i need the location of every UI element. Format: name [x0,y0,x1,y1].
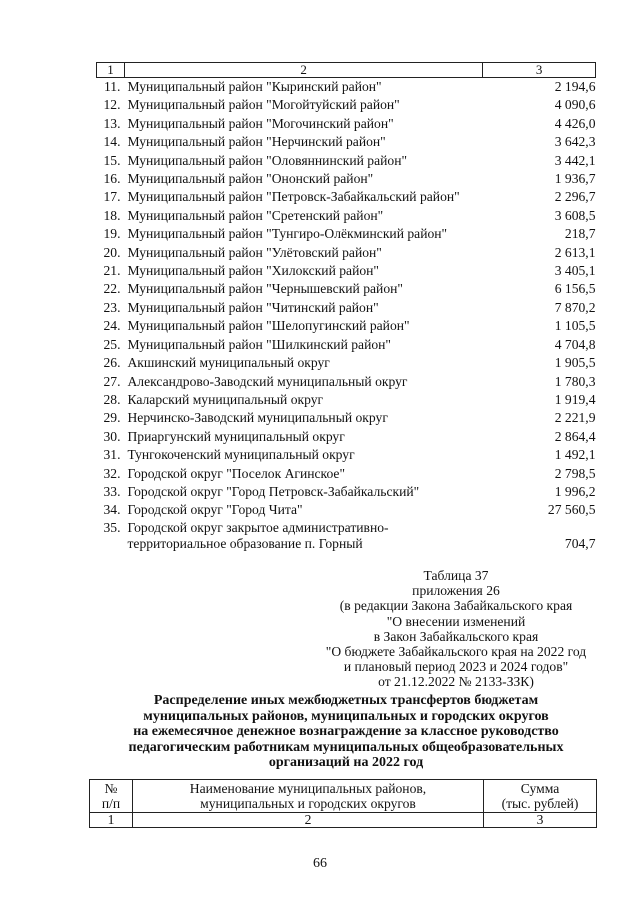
row-sum: 4 426,0 [554,115,596,131]
title-line: педагогическим работникам муниципальных общеобразовательных [128,739,564,755]
row-number: 35. [103,519,121,535]
row-name: Приаргунский муниципальный округ [127,428,345,444]
row-name: Муниципальный район "Оловяннинский район" [127,152,408,168]
row-name: Муниципальный район "Сретенский район" [127,207,384,223]
row-number: 31. [103,447,121,463]
row-sum: 3 608,5 [554,207,596,223]
column-number-2: 2 [124,63,482,78]
table-row [97,280,596,298]
title-line: на ежемесячное денежное вознаграждение за классное руководство [133,724,559,740]
row-name: Городской округ "Город Петровск-Забайкальский" [127,483,420,499]
row-sum: 1 492,1 [554,447,596,463]
column-number-3: 3 [484,813,597,828]
table-row [97,428,596,446]
row-name [124,520,482,552]
row-sum: 1 105,5 [554,318,596,334]
column-number-row [90,813,597,828]
table-row [97,483,596,501]
row-sum: 2 221,9 [554,410,596,426]
row-number: 23. [103,299,121,315]
row-sum: 1 936,7 [554,171,596,187]
row-sum: 2 613,1 [554,244,596,260]
row-number: 19. [103,226,121,242]
table-row [97,133,596,151]
row-number: 32. [103,465,121,481]
row-name: Муниципальный район "Петровск-Забайкальский район" [127,189,460,205]
column-header-number [90,780,133,813]
table-row [97,152,596,170]
row-number: 30. [103,428,121,444]
row-sum: 6 156,5 [554,281,596,297]
column-number-3: 3 [483,63,596,78]
header-text: Наименование муниципальных районов, [189,781,427,796]
row-sum: 1 905,5 [554,355,596,371]
caption-line: "О внесении изменений [386,613,526,629]
column-header-sum [484,780,597,813]
row-sum: 4 090,6 [554,97,596,113]
row-name: Муниципальный район "Кыринский район" [127,79,382,94]
row-sum: 27 560,5 [547,502,596,518]
row-name: Муниципальный район "Хилокский район" [127,263,379,279]
row-sum: 3 405,1 [554,263,596,279]
title-line: муниципальных районов, муниципальных и городских округов [143,708,549,724]
row-name: Нерчинско-Заводский муниципальный округ [127,410,388,426]
row-number: 22. [103,281,121,297]
row-name: Муниципальный район "Чернышевский район" [127,281,403,297]
row-number: 18. [103,207,121,223]
row-sum: 2 864,4 [554,428,596,444]
row-number: 16. [103,171,121,187]
row-name-line: Городской округ закрытое административно- [127,519,389,535]
continued-distribution-table [96,62,596,552]
caption-line: и плановый период 2023 и 2024 годов" [343,659,569,675]
table-row [97,244,596,262]
row-name: Муниципальный район "Улётовский район" [127,244,382,260]
header-text: Сумма [520,781,560,796]
row-name: Муниципальный район "Могочинский район" [127,115,394,131]
row-name: Муниципальный район "Шилкинский район" [127,336,391,352]
row-name: Городской округ "Город Чита" [127,502,303,518]
row-name: Муниципальный район "Читинский район" [127,299,379,315]
table-row [97,96,596,114]
table-row [97,446,596,464]
row-number: 11. [103,79,121,94]
row-number: 33. [103,483,121,499]
table-row [97,501,596,519]
row-number: 13. [103,115,121,131]
table-row [97,391,596,409]
row-number: 25. [103,336,121,352]
caption-line: (в редакции Закона Забайкальского края [339,598,573,614]
table-row [97,170,596,188]
row-number: 29. [103,410,121,426]
column-number-1: 1 [90,813,133,828]
column-number-1: 1 [97,63,125,78]
caption-line: Таблица 37 [423,568,489,583]
row-name-line: территориальное образование п. Горный [127,535,363,551]
row-sum: 3 442,1 [554,152,596,168]
row-name: Муниципальный район "Тунгиро-Олёкминский район" [127,226,448,242]
header-row [90,780,597,813]
row-name: Муниципальный район "Могойтуйский район" [127,97,400,113]
row-sum: 704,7 [564,535,596,551]
table-row [97,299,596,317]
table-row [97,115,596,133]
table-row [97,317,596,335]
caption-line: в Закон Забайкальского края [373,628,539,644]
row-number: 27. [103,373,121,389]
row-sum: 2 194,6 [554,79,596,94]
row-name: Тунгокоченский муниципальный округ [127,447,355,463]
row-sum: 2 798,5 [554,465,596,481]
table-title [96,693,596,771]
row-number: 28. [103,391,121,407]
row-name: Городской округ "Поселок Агинское" [127,465,346,481]
header-text: муниципальных и городских округов [200,796,416,811]
header-text: (тыс. рублей) [501,796,579,811]
row-number: 15. [103,152,121,168]
title-line: организаций на 2022 год [268,755,424,771]
row-sum: 3 642,3 [554,134,596,150]
header-text: № [104,781,118,796]
new-table-header [89,779,597,828]
title-line: Распределение иных межбюджетных трансфертов бюджетам [153,693,539,708]
header-text: п/п [101,796,121,811]
row-name: Акшинский муниципальный округ [127,355,330,371]
row-number: 17. [103,189,121,205]
row-sum: 4 704,8 [554,336,596,352]
table-row [97,409,596,427]
column-number-row [97,63,596,78]
caption-line: "О бюджете Забайкальского края на 2022 год [325,644,587,660]
row-sum: 2 296,7 [554,189,596,205]
row-sum: 7 870,2 [554,299,596,315]
column-number-2: 2 [133,813,484,828]
row-number: 24. [103,318,121,334]
row-sum: 1 919,4 [554,391,596,407]
table-row [97,225,596,243]
row-number: 14. [103,134,121,150]
row-number: 26. [103,355,121,371]
column-header-name [133,780,484,813]
row-name: Муниципальный район "Шелопугинский район" [127,318,410,334]
row-name: Александрово-Заводский муниципальный округ [127,373,408,389]
row-number: 21. [103,263,121,279]
row-name: Муниципальный район "Ононский район" [127,171,374,187]
caption-line: приложения 26 [412,583,500,599]
table-row [97,465,596,483]
table-row [97,207,596,225]
page-number: 66 [313,856,327,871]
row-number: 12. [103,97,121,113]
table-row [97,354,596,372]
table-row [97,78,596,97]
row-number: 34. [103,502,121,518]
table-row [97,262,596,280]
table-caption [300,568,612,690]
row-sum: 1 780,3 [554,373,596,389]
row-number: 20. [103,244,121,260]
table-row [97,336,596,354]
table-row [97,373,596,391]
table-row [97,520,596,552]
row-sum: 218,7 [564,226,596,242]
row-sum: 1 996,2 [554,483,596,499]
table-row [97,188,596,206]
caption-line: от 21.12.2022 № 2133-ЗЗК) [378,674,534,690]
row-name: Каларский муниципальный округ [127,391,324,407]
row-name: Муниципальный район "Нерчинский район" [127,134,386,150]
